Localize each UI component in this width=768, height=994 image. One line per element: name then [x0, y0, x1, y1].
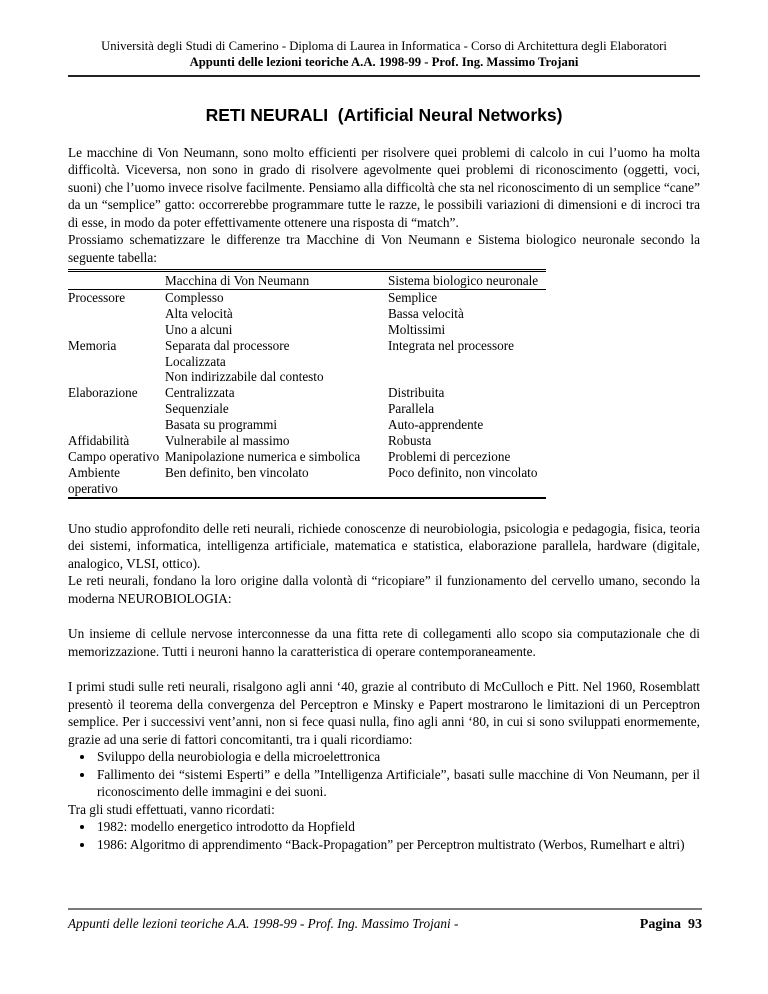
paragraph-table-lead: Prossiamo schematizzare le differenze tra Macchine di Von Neumann e Sistema biologico neuronale secondo la seguente tabella: [68, 232, 700, 265]
table-cell: Auto-apprendente [388, 417, 484, 433]
table-row [68, 369, 546, 385]
table-row [68, 449, 546, 465]
footer-notes-text: Appunti delle lezioni teoriche A.A. 1998-99 - Prof. Ing. Massimo Trojani - [68, 916, 459, 931]
table-cell: Memoria [68, 337, 117, 353]
paragraph-origin: Le reti neurali, fondano la loro origine dalla volontà di “ricopiare” il funzionamento del cervello umano, secondo la moderna NEUROBIOLOGIA: [68, 573, 700, 606]
paragraph-study: Uno studio approfondito delle reti neurali, richiede conoscenze di neurobiologia, psicologia e pedagogia, fisica, teoria dei sistemi, informatica, intelligenza artificiale, matematica e statistica, elaborazione parallela, hardware (digitale, analogico, VLSI, ottico). [68, 520, 700, 571]
table-cell: Problemi di percezione [388, 448, 511, 464]
table-row [68, 433, 546, 449]
table-cell: Parallela [388, 401, 435, 417]
table-cell [68, 354, 165, 370]
table-row [68, 385, 546, 401]
table-cell: Sequenziale [165, 401, 229, 417]
table-cell: Elaborazione [68, 385, 138, 401]
table-cell [68, 417, 165, 433]
paragraph-history: I primi studi sulle reti neurali, risalgono agli anni ‘40, grazie al contributo di McCulloch e Pitt. Nel 1960, Rosemblatt presentò il teorema della convergenza del Perceptron e Minsky e Papert mostrarono le limitazioni di un Perceptron semplice. Per i successivi vent’anni, non si fece quasi nulla, fino agli anni ‘80, in cui si sono sviluppati enormemente, grazie ad una serie di fattori concomitanti, tra i quali ricordiamo: [68, 679, 700, 747]
table-cell [388, 354, 546, 370]
table-cell: Campo operativo [68, 448, 160, 464]
comparison-table [68, 269, 546, 499]
table-cell: Distribuita [388, 385, 445, 401]
list-item: • 1982: modello energetico introdotto da Hopfield [95, 818, 700, 836]
header-course-line: Università degli Studi di Camerino - Diploma di Laurea in Informatica - Corso di Architettura degli Elaboratori [101, 39, 667, 53]
paragraph-intro: Le macchine di Von Neumann, sono molto efficienti per risolvere quei problemi di calcolo in cui l’uomo ha molta difficoltà. Viceversa, non sono in grado di risolvere agevolmente quei problemi di riconoscimento (oggetti, voci, suoni) che l’uomo invece risolve facilmente. Pensiamo alla difficoltà che sta nel riconoscimento di un semplice “cane” da un “semplice” gatto: occorrerebbe programmare tutte le razze, le possibili variazioni di dimensioni e di incroci tra di esse, in modo da poter effettivamente ottenere una risposta di “match”. [68, 144, 700, 230]
table-cell: Semplice [388, 289, 438, 305]
table-cell: Complesso [165, 289, 224, 305]
document-footer [68, 908, 702, 933]
table-header-von-neumann: Macchina di Von Neumann [165, 271, 388, 290]
footer-page-number: Pagina 93 [639, 917, 702, 932]
table-header-empty [68, 271, 165, 290]
table-row [68, 338, 546, 354]
table-cell: Localizzata [165, 353, 226, 369]
table-cell [388, 369, 546, 385]
table-cell [68, 322, 165, 338]
table-cell: Processore [68, 289, 126, 305]
paragraph-definition: Un insieme di cellule nervose interconnesse da una fitta rete di collegamenti allo scopo sia computazionale che di memorizzazione. Tutti i neuroni hanno la caratteristica di operare contemporaneamente. [68, 626, 700, 659]
table-cell: Uno a alcuni [165, 321, 233, 337]
table-cell: Integrata nel processore [388, 337, 514, 353]
table-cell: Ben definito, ben vincolato [165, 464, 309, 480]
list-item: • Fallimento dei “sistemi Esperti” e della ”Intelligenza Artificiale”, basati sulle macchine di Von Neumann, per il riconoscimento delle immagini e dei suoni. [95, 766, 700, 801]
table-row [68, 465, 546, 498]
document-header [68, 38, 700, 77]
table-cell: Bassa velocità [388, 305, 464, 321]
table-cell: Moltissimi [388, 321, 446, 337]
table-cell: Separata dal processore [165, 337, 290, 353]
table-cell [68, 369, 165, 385]
factors-list [68, 748, 700, 801]
table-cell: Poco definito, non vincolato [388, 464, 538, 480]
paragraph-studies-lead: Tra gli studi effettuati, vanno ricordati: [68, 801, 275, 817]
table-cell: Robusta [388, 433, 432, 449]
table-row [68, 401, 546, 417]
table-cell: Non indirizzabile dal contesto [165, 369, 324, 385]
table-cell: Alta velocità [165, 305, 233, 321]
studies-list [68, 818, 700, 853]
table-row [68, 322, 546, 338]
header-notes-line: Appunti delle lezioni teoriche A.A. 1998-99 - Prof. Ing. Massimo Trojani [189, 55, 579, 69]
table-row [68, 354, 546, 370]
table-cell: Centralizzata [165, 385, 235, 401]
table-cell: Affidabilità [68, 433, 130, 449]
table-cell: Basata su programmi [165, 417, 278, 433]
table-cell [68, 401, 165, 417]
table-row [68, 417, 546, 433]
table-header-biologico: Sistema biologico neuronale [388, 271, 546, 290]
table-cell: Manipolazione numerica e simbolica [165, 448, 361, 464]
list-item: • Sviluppo della neurobiologia e della microelettronica [95, 748, 700, 766]
table-row [68, 306, 546, 322]
list-item: • 1986: Algoritmo di apprendimento “Back-Propagation” per Perceptron multistrato (Werbos, Rumelhart e altri) [95, 836, 700, 854]
page-title: RETI NEURALI (Artificial Neural Networks) [205, 105, 563, 125]
table-header-row [68, 271, 546, 290]
table-cell: Ambiente operativo [68, 464, 121, 496]
table-row [68, 289, 546, 305]
table-cell: Vulnerabile al massimo [165, 433, 290, 449]
table-cell [68, 306, 165, 322]
